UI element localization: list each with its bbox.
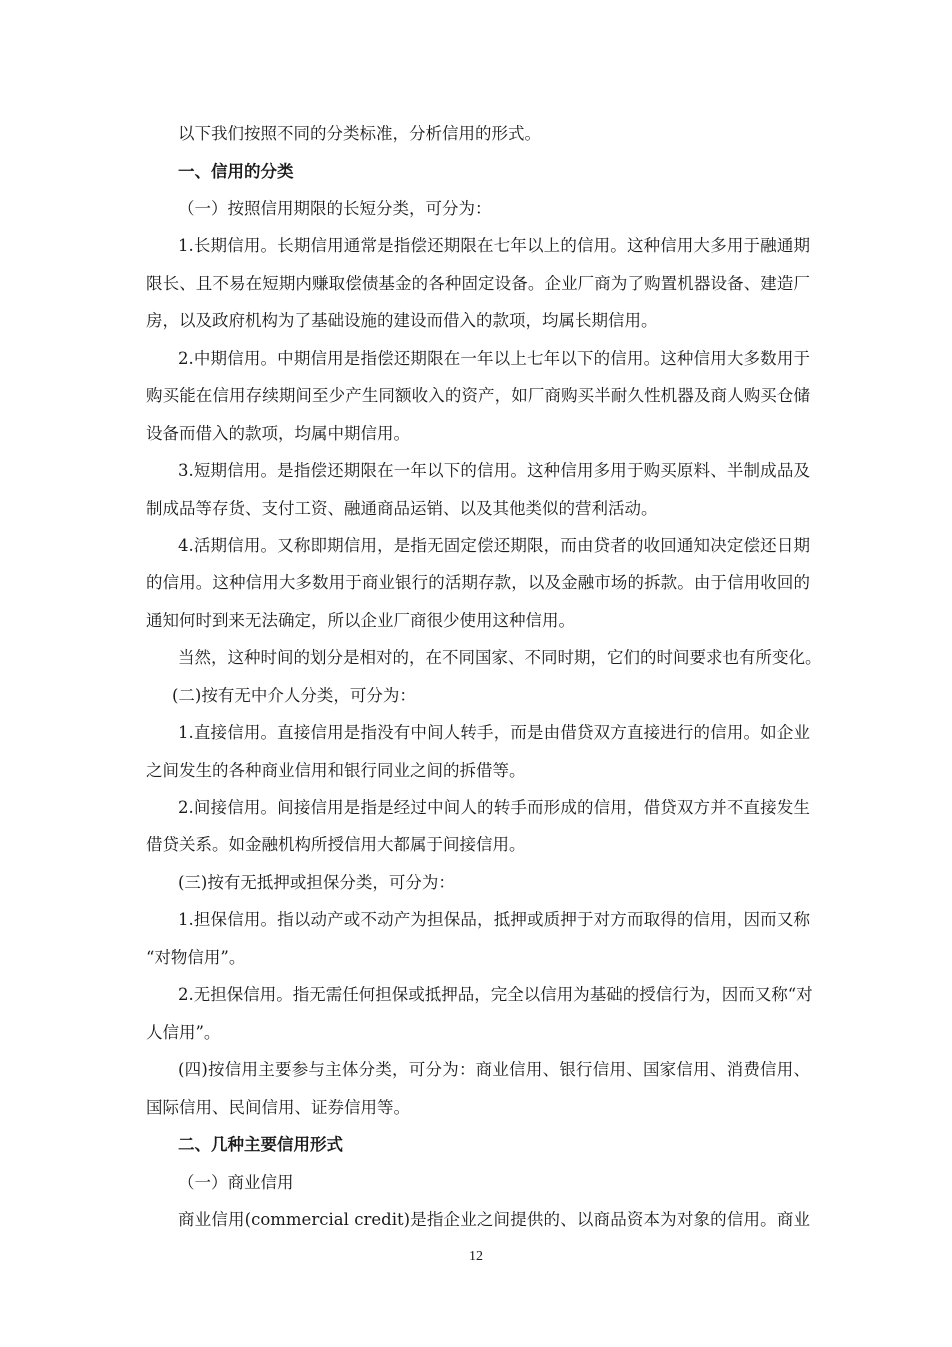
page-number: 12 bbox=[469, 1249, 483, 1264]
paragraph-line: 限长、且不易在短期内赚取偿债基金的各种固定设备。企业厂商为了购置机器设备、建造厂 bbox=[146, 274, 810, 293]
paragraph-line: 之间发生的各种商业信用和银行同业之间的拆借等。 bbox=[146, 761, 526, 780]
paragraph-line: 房，以及政府机构为了基础设施的建设而借入的款项，均属长期信用。 bbox=[146, 311, 658, 330]
paragraph-line: 2.中期信用。中期信用是指偿还期限在一年以上七年以下的信用。这种信用大多数用于 bbox=[178, 349, 810, 368]
subsection-heading: (三)按有无抵押或担保分类，可分为： bbox=[178, 873, 455, 892]
paragraph-line: 以下我们按照不同的分类标准，分析信用的形式。 bbox=[178, 124, 541, 143]
paragraph-line: 4.活期信用。又称即期信用，是指无固定偿还期限，而由贷者的收回通知决定偿还日期 bbox=[178, 536, 810, 555]
paragraph-line: 借贷关系。如金融机构所授信用大都属于间接信用。 bbox=[146, 835, 526, 854]
paragraph-line: 的信用。这种信用大多数用于商业银行的活期存款，以及金融市场的拆款。由于信用收回的 bbox=[146, 573, 810, 592]
paragraph-line: 3.短期信用。是指偿还期限在一年以下的信用。这种信用多用于购买原料、半制成品及 bbox=[178, 461, 810, 480]
section-heading: 二、几种主要信用形式 bbox=[178, 1135, 343, 1154]
paragraph-line: (四)按信用主要参与主体分类，可分为：商业信用、银行信用、国家信用、消费信用、 bbox=[178, 1060, 810, 1079]
paragraph-line: 国际信用、民间信用、证券信用等。 bbox=[146, 1098, 410, 1117]
paragraph-line: 1.直接信用。直接信用是指没有中间人转手，而是由借贷双方直接进行的信用。如企业 bbox=[178, 723, 810, 742]
subsection-heading: （一）商业信用 bbox=[178, 1173, 294, 1192]
paragraph-line: “对物信用”。 bbox=[146, 948, 246, 967]
paragraph-line: 通知何时到来无法确定，所以企业厂商很少使用这种信用。 bbox=[146, 611, 575, 630]
paragraph-line: 人信用”。 bbox=[146, 1023, 221, 1042]
paragraph-line: 当然，这种时间的划分是相对的，在不同国家、不同时期，它们的时间要求也有所变化。 bbox=[178, 648, 822, 667]
paragraph-line: 2.无担保信用。指无需任何担保或抵押品，完全以信用为基础的授信行为，因而又称“对 bbox=[178, 985, 813, 1004]
paragraph-line: 购买能在信用存续期间至少产生同额收入的资产，如厂商购买半耐久性机器及商人购买仓储 bbox=[146, 386, 810, 405]
subsection-heading: （一）按照信用期限的长短分类，可分为： bbox=[178, 199, 492, 218]
paragraph-line: 设备而借入的款项，均属中期信用。 bbox=[146, 424, 410, 443]
paragraph-line: 1.长期信用。长期信用通常是指偿还期限在七年以上的信用。这种信用大多用于融通期 bbox=[178, 236, 810, 255]
paragraph-line: 商业信用(commercial credit)是指企业之间提供的、以商品资本为对象的信用。商业 bbox=[178, 1210, 810, 1229]
paragraph-line: 1.担保信用。指以动产或不动产为担保品，抵押或质押于对方而取得的信用，因而又称 bbox=[178, 910, 810, 929]
section-heading: 一、信用的分类 bbox=[178, 162, 294, 181]
subsection-heading: (二)按有无中介人分类，可分为： bbox=[172, 686, 416, 705]
paragraph-line: 制成品等存货、支付工资、融通商品运销、以及其他类似的营利活动。 bbox=[146, 499, 658, 518]
paragraph-line: 2.间接信用。间接信用是指是经过中间人的转手而形成的信用，借贷双方并不直接发生 bbox=[178, 798, 810, 817]
